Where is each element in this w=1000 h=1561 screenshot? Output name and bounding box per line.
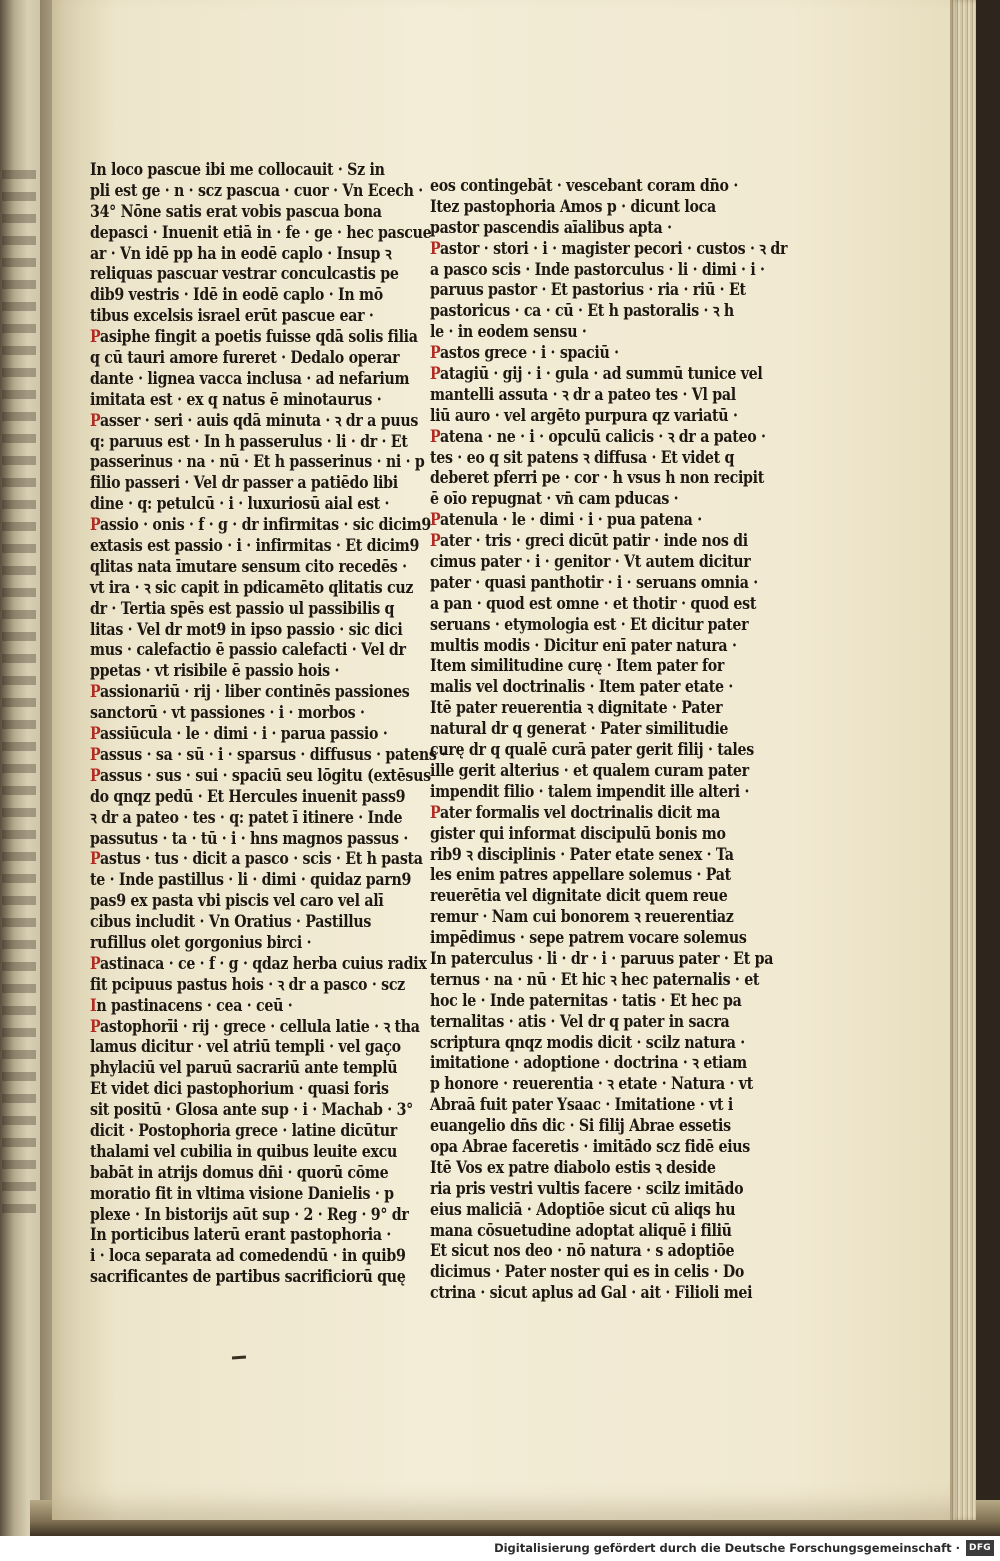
text-line: Itē Vos ex patre diabolo estis ꝛ deside <box>430 1157 716 1177</box>
text-line: mus · calefactio ē passio calefacti · Vel dr <box>90 640 406 660</box>
text-line: Itez pastophoria Amos p · dicunt loca <box>430 196 716 216</box>
text-line: sit positū · Glosa ante sup · i · Machab · 3° <box>90 1100 413 1120</box>
text-line: ternus · na · nū · Et hic ꝛ hec paternalis · et <box>430 969 760 989</box>
text-line: cibus includit · Vn Oratius · Pastillus <box>90 912 372 932</box>
footer-bar <box>0 1536 1000 1561</box>
text-line: lamus dicitur · vel atriū templi · vel gaço <box>90 1037 401 1057</box>
text-line: ille gerit alterius · et qualem curam pater <box>430 760 749 780</box>
text-line: Patenula · le · dimi · i · pua patena · <box>430 510 702 530</box>
text-line: In porticibus laterū erant pastophoria · <box>90 1225 392 1245</box>
funding-credit: Digitalisierung gefördert durch die Deutsche Forschungsgemeinschaft · <box>494 1541 960 1555</box>
text-line: plexe · In bistorijs aūt sup · 2 · Reg · 9° dr <box>90 1204 409 1224</box>
rubricated-initial: P <box>90 1016 100 1036</box>
text-line: curę dr q qualē curā pater gerit filij · tales <box>430 740 754 760</box>
text-line: a pan · quod est omne · et thotir · quod est <box>430 593 757 613</box>
text-line: pastor pascendis aīalibus apta · <box>430 217 672 237</box>
text-line: Et videt dici pastophorium · quasi foris <box>90 1079 389 1099</box>
text-line: mantelli assuta · ꝛ dr a pateo tes · Vl pal <box>430 384 736 404</box>
text-line: eos contingebāt · vescebant coram dn̄o · <box>430 176 738 195</box>
text-line: In pastinacens · cea · ceū · <box>90 995 293 1015</box>
text-line: Itē pater reuerentia ꝛ dignitate · Pater <box>430 698 723 718</box>
text-line: i · loca separata ad comedendū · in quib9 <box>90 1246 406 1266</box>
text-line: q: paruus est · In h passerulus · li · dr · Et <box>90 431 408 451</box>
text-line: pas9 ex pasta vbi piscis vel caro vel alī <box>90 891 384 911</box>
text-line: pli est ge · n · scz pascua · cuor · Vn Ecech · <box>90 180 423 200</box>
facing-page-edge <box>0 0 40 1536</box>
text-line: ctrina · sicut aplus ad Gal · ait · Filioli mei <box>430 1283 753 1303</box>
text-line: ternalitas · atis · Vel dr q pater in sacra <box>430 1011 730 1031</box>
rubricated-initial: P <box>430 802 440 822</box>
rubricated-initial: P <box>90 849 100 869</box>
text-line: phylaciū vel paruū sacrariū ante templū <box>90 1058 398 1078</box>
rubricated-initial: P <box>90 765 100 785</box>
rubricated-initial: P <box>430 343 440 363</box>
text-line: mana cōsuetudine adoptat aliquē i filiū <box>430 1220 732 1240</box>
text-line: Et sicut nos deo · nō natura · s adoptiōe <box>430 1241 735 1261</box>
text-line: malis vel doctrinalis · Item pater etate · <box>430 677 733 697</box>
text-line: Pasiphe fingit a poetis fuisse qdā solis filia <box>90 327 418 347</box>
text-line: ꝛ dr a pateo · tes · q: patet ī itinere · Inde <box>90 807 403 827</box>
text-line: natural dr q generat · Pater similitudie <box>430 719 729 739</box>
text-line: dante · lignea vacca inclusa · ad nefarium <box>90 368 410 388</box>
text-line: Pastophorīi · rij · grece · cellula latie · ꝛ tha <box>90 1016 420 1036</box>
text-line: Patena · ne · i · opculū calicis · ꝛ dr a pateo · <box>430 426 766 446</box>
text-line: scriptura qnqz modis dicit · scilz natura · <box>430 1032 745 1052</box>
text-line: Passio · onis · f · g · dr infirmitas · sic dicim9 <box>90 515 431 535</box>
text-line: impēdimus · sepe patrem vocare solemus <box>430 928 747 948</box>
text-line: liū auro · vel argēto purpura qz variatū · <box>430 405 738 425</box>
text-line: impendit filio · talem impendit ille alteri · <box>430 781 750 801</box>
rubricated-initial: P <box>90 515 100 535</box>
text-line: remur · Nam cui bonorem ꝛ reuerentiaz <box>430 907 734 927</box>
text-line: seruans · etymologia est · Et dicitur pater <box>430 614 749 634</box>
text-line: sacrificantes de partibus sacrificiorū quę <box>90 1267 406 1287</box>
text-line: Passiūcula · le · dimi · i · parua passio · <box>90 724 388 744</box>
text-line: Abraā fuit pater Ysaac · Imitatione · vt i <box>430 1095 733 1115</box>
text-line: le · in eodem sensu · <box>430 322 587 342</box>
text-line: ē oīo repugnat · vn̄ cam pducas · <box>430 489 679 509</box>
rubricated-initial: P <box>90 682 100 702</box>
text-line: euangelio dn̄s dic · Si filij Abrae essetis <box>430 1116 731 1136</box>
dfg-logo: DFG <box>966 1540 994 1556</box>
text-line: do qnqz pedū · Et Hercules inuenit pass9 <box>90 786 406 806</box>
text-line: Pater · tris · greci dicūt patir · inde nos di <box>430 531 748 551</box>
text-line: In paterculus · li · dr · i · paruus pater · Et pa <box>430 948 774 968</box>
text-line: Pastinaca · ce · f · g · qdaz herba cuius radix <box>90 953 427 973</box>
rubricated-initial: P <box>430 364 440 384</box>
text-line: p honore · reuerentia · ꝛ etate · Natura · vt <box>430 1074 754 1094</box>
rubricated-initial: P <box>90 724 100 744</box>
text-line: In loco pascue ibi me collocauit · Sz in <box>90 160 385 179</box>
text-line: thalami vel cubilia in quibus leuite excu <box>90 1141 397 1161</box>
text-line: passutus · ta · tū · i · hns magnos passus · <box>90 828 409 848</box>
text-line: hoc le · Inde paternitas · tatis · Et hec pa <box>430 990 742 1010</box>
text-line: te · Inde pastillus · li · dimi · quidaz parn9 <box>90 870 412 890</box>
text-line: dicit · Postophoria grece · latine dicūtur <box>90 1120 397 1140</box>
text-line: filio passeri · Vel dr passer a patiēdo libi <box>90 473 398 493</box>
text-column-left <box>90 160 446 1288</box>
text-line: Passus · sa · sū · i · sparsus · diffusus · patens · <box>90 744 446 764</box>
rubricated-initial: P <box>430 531 440 551</box>
text-line: pater · quasi panthotir · i · seruans omnia · <box>430 572 758 592</box>
facing-page-text-edge <box>2 170 36 1220</box>
text-line: Passus · sus · sui · spaciū seu lōgitu (extēsus <box>90 765 431 785</box>
rubricated-initial: P <box>430 426 440 446</box>
rubricated-initial: P <box>90 744 100 764</box>
text-line: multis modis · Dicitur enī pater natura · <box>430 635 737 655</box>
text-line: eius maliciā · Adoptiōe sicut cū aliqs hu <box>430 1199 736 1219</box>
text-line: Passionariū · rij · liber continēs passiones <box>90 682 410 702</box>
text-line: Patagiū · gij · i · gula · ad summū tunice vel <box>430 364 763 384</box>
text-line: Item similitudine curę · Item pater for <box>430 656 725 676</box>
text-line: cimus pater · i · genitor · Vt autem dicitur <box>430 552 751 572</box>
text-line: imitatione · adoptione · doctrina · ꝛ etiam <box>430 1053 747 1073</box>
text-line: dib9 vestris · Idē in eodē caplo · In mō <box>90 285 383 305</box>
text-line: gister qui informat discipulū bonis mo <box>430 823 726 843</box>
text-line: sanctorū · vt passiones · i · morbos · <box>90 703 365 723</box>
text-line: dine · q: petulcū · i · luxuriosū aial est · <box>90 494 390 514</box>
text-line: ppetas · vt risibile ē passio hois · <box>90 661 340 681</box>
text-line: Passer · seri · auis qdā minuta · ꝛ dr a puus <box>90 410 419 430</box>
text-line: litas · Vel dr mot9 in ipso passio · sic dici <box>90 619 403 639</box>
text-line: dicimus · Pater noster qui es in celis · Do <box>430 1262 745 1282</box>
rubricated-initial: I <box>90 995 97 1015</box>
text-line: fit pcipuus pastus hois · ꝛ dr a pasco · scz <box>90 974 405 994</box>
text-line: moratio fit in vltima visione Danielis · p <box>90 1183 394 1203</box>
rubricated-initial: P <box>90 410 100 430</box>
text-line: pastoricus · ca · cū · Et h pastoralis · ꝛ h <box>430 301 734 321</box>
rubricated-initial: P <box>90 953 100 973</box>
rubricated-initial: P <box>430 510 440 530</box>
text-line: Pastos grece · i · spaciū · <box>430 343 619 363</box>
page-stack-edges <box>950 0 976 1520</box>
text-line: 34° Nōne satis erat vobis pascua bona <box>90 201 382 221</box>
text-line: qlitas nata īmutare sensum cito recedēs · <box>90 556 407 576</box>
text-line: ria pris vestri vultis facere · scilz imitādo <box>430 1178 744 1198</box>
text-line: Pater formalis vel doctrinalis dicit ma <box>430 802 721 822</box>
text-line: les enim patres appellare solemus · Pat <box>430 865 731 885</box>
text-line: babāt in atrijs domus dn̄i · quorū cōme <box>90 1162 389 1182</box>
text-line: passerinus · na · nū · Et h passerinus · ni · p <box>90 452 425 472</box>
text-line: reliquas pascuar vestrar conculcastis pe <box>90 264 399 284</box>
text-line: tibus excelsis israel erūt pascue ear · <box>90 306 374 326</box>
text-line: tes · eo q sit patens ꝛ diffusa · Et videt q <box>430 447 735 467</box>
text-column-right <box>430 176 788 1304</box>
text-line: q cū tauri amore fureret · Dedalo operar <box>90 348 400 368</box>
text-line: vt ira · ꝛ sic capit in pdicamēto qlitatis cuz <box>90 577 414 597</box>
text-line: imitata est · ex q natus ē minotaurus · <box>90 389 382 409</box>
text-line: deberet pferri pe · cor · h vsus h non recipit <box>430 468 765 488</box>
rubricated-initial: P <box>430 238 440 258</box>
text-line: depasci · Inuenit etiā in · fe · ge · hec pascue <box>90 222 432 242</box>
text-line: Pastor · stori · i · magister pecori · custos · ꝛ dr <box>430 238 788 258</box>
text-line: paruus pastor · Et pastorius · ria · riū · Et <box>430 280 746 300</box>
text-line: rufillus olet gorgonius birci · <box>90 932 312 952</box>
text-line: rib9 ꝛ disciplinis · Pater etate senex · Ta <box>430 844 734 864</box>
text-line: Pastus · tus · dicit a pasco · scis · Et h pasta <box>90 849 423 869</box>
rubricated-initial: P <box>90 327 100 347</box>
text-line: a pasco scis · Inde pastorculus · li · dimi · i · <box>430 259 765 279</box>
text-line: opa Abrae faceretis · imitādo scz fidē eius <box>430 1136 750 1156</box>
text-line: extasis est passio · i · infirmitas · Et dicim9 <box>90 536 420 556</box>
text-line: reuerētia vel dignitate dicit quem reue <box>430 886 728 906</box>
text-line: ar · Vn idē pp ha in eodē caplo · Insup ꝛ <box>90 243 392 263</box>
text-line: dr · Tertia spēs est passio ul passibilis q <box>90 598 395 618</box>
